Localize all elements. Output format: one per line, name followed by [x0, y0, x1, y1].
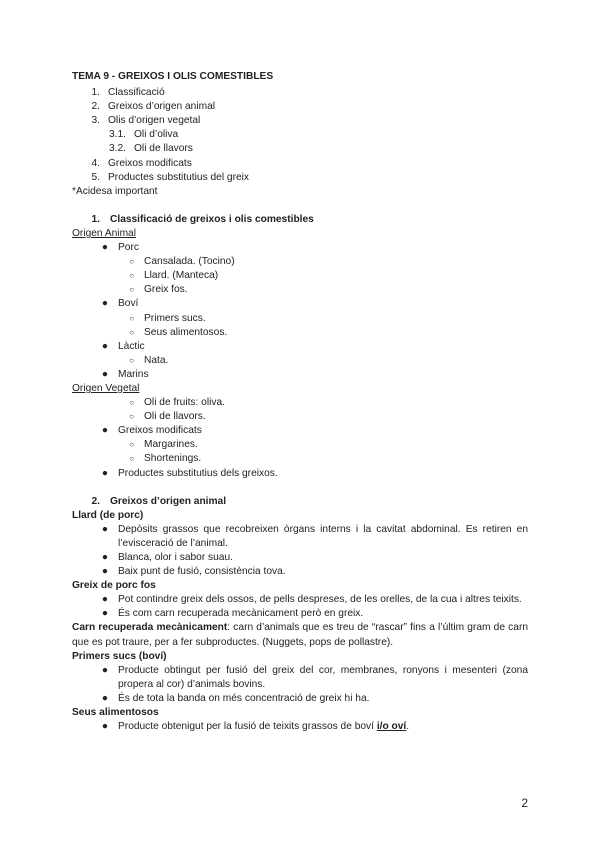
greix-list: [72, 593, 528, 621]
bullet-icon: ●: [101, 298, 108, 310]
bullet-icon: ●: [101, 664, 108, 676]
toc-item: [72, 171, 528, 185]
carn-definition: : carn d’animals que es treu de “rascar” fins a l’últim gram de carn que es pot traure, per a fer subproductes. (Nuggets, pops de pollastre).: [72, 622, 528, 648]
bullet-icon: ●: [101, 340, 108, 352]
sub-list-item: ○ Seus alimentosos.: [72, 326, 528, 340]
bullet-icon: ●: [101, 721, 108, 733]
toc-number: 5.: [91, 171, 100, 183]
bullet-icon: ●: [101, 368, 108, 380]
toc-number: 3.: [91, 115, 100, 127]
circle-bullet-icon: ○: [129, 412, 134, 422]
carn-term: Carn recuperada mecànicament: [72, 622, 228, 634]
toc-label: Oli de llavors: [134, 143, 193, 155]
bullet-icon: ●: [101, 566, 108, 578]
sub-list-item: ○ Primers sucs.: [72, 312, 528, 326]
toc-label: Greixos modificats: [108, 157, 192, 169]
toc-label: Oli d’oliva: [134, 129, 179, 141]
toc-label: Greixos d’origen animal: [108, 101, 216, 113]
table-of-contents: [72, 86, 528, 185]
list-item: ● Productes substitutius dels greixos.: [72, 467, 528, 481]
toc-label: Olis d’origen vegetal: [108, 115, 201, 127]
circle-bullet-icon: ○: [129, 355, 134, 365]
toc-subitem: [72, 128, 528, 142]
sub-list-item: ○ Oli de fruits: oliva.: [72, 396, 528, 410]
toc-item: [72, 100, 528, 114]
section-title: Greixos d’origen animal: [110, 495, 227, 507]
llard-heading: Llard (de porc): [72, 509, 144, 521]
bullet-icon: ●: [101, 425, 108, 437]
toc-label: Productes substitutius del greix: [108, 171, 249, 183]
sub-list-item: ○ Nata.: [72, 354, 528, 368]
origin-vegetal-heading: Origen Vegetal: [72, 382, 140, 394]
circle-bullet-icon: ○: [129, 285, 134, 295]
toc-item: [72, 114, 528, 128]
list-item: ● Marins: [72, 368, 528, 382]
bullet-icon: ●: [101, 523, 108, 535]
seus-list: [72, 720, 528, 734]
list-item: ● Greixos modificats: [72, 424, 528, 438]
seus-heading: Seus alimentosos: [72, 707, 159, 719]
list-item: ● Producte obtingut per fusió del greix del cor, membranes, ronyons i mesenteri (zona propera al cor) d’animals bovins.: [72, 664, 528, 692]
circle-bullet-icon: ○: [129, 313, 134, 323]
sub-list-item: ○ Oli de llavors.: [72, 410, 528, 424]
circle-bullet-icon: ○: [129, 398, 134, 408]
sub-list-item: ○ Margarines.: [72, 438, 528, 452]
list-item: ● Boví: [72, 297, 528, 311]
document-title: TEMA 9 - GREIXOS I OLIS COMESTIBLES: [72, 71, 274, 82]
sub-list-item: ○ Llard. (Manteca): [72, 269, 528, 283]
list-item: ● Porc: [72, 241, 528, 255]
primers-heading: Primers sucs (boví): [72, 650, 167, 662]
animal-list: [72, 241, 528, 382]
carn-paragraph: [72, 621, 528, 649]
bullet-icon: ●: [101, 552, 108, 563]
list-item: ● Làctic: [72, 340, 528, 354]
circle-bullet-icon: ○: [129, 257, 134, 267]
list-item: ● Depòsits grassos que recobreixen òrgans interns i la cavitat abdominal. Es retiren en l’evisceració de l’animal.: [72, 523, 528, 551]
toc-number: 1.: [91, 87, 100, 99]
circle-bullet-icon: ○: [129, 454, 134, 464]
section-number: 2.: [91, 495, 100, 507]
circle-bullet-icon: ○: [129, 440, 134, 450]
bullet-icon: ●: [101, 467, 108, 479]
list-item: ● Blanca, olor i sabor suau.: [72, 551, 528, 565]
list-item: ● Baix punt de fusió, consistència tova.: [72, 565, 528, 579]
list-item: ● Producte obtenigut per la fusió de teixits grassos de boví i/o oví.: [72, 720, 528, 734]
note-text: *Acidesa important: [72, 185, 158, 197]
section-title: Classificació de greixos i olis comestibles: [110, 213, 314, 225]
greix-heading: Greix de porc fos: [72, 580, 156, 592]
page-content: [72, 70, 528, 734]
toc-label: Classificació: [108, 87, 165, 99]
section-1-heading: [72, 213, 528, 227]
toc-item: [72, 157, 528, 171]
list-item: ● Pot contindre greix dels ossos, de pells despreses, de les orelles, de la cua i altres teixits.: [72, 593, 528, 607]
toc-number: 3.2.: [109, 143, 126, 155]
toc-subitem: [72, 142, 528, 156]
section-2-heading: [72, 495, 528, 509]
page-number: 2: [521, 796, 528, 810]
circle-bullet-icon: ○: [129, 271, 134, 281]
bullet-icon: ●: [101, 608, 108, 620]
list-item: ● És com carn recuperada mecànicament però en greix.: [72, 607, 528, 621]
sub-list-item: ○ Cansalada. (Tocino): [72, 255, 528, 269]
primers-list: [72, 664, 528, 706]
bullet-icon: ●: [101, 692, 108, 704]
toc-item: [72, 86, 528, 100]
sub-list-item: ○ Shortenings.: [72, 452, 528, 466]
vegetal-list: [72, 396, 528, 481]
toc-number: 4.: [91, 157, 100, 169]
bullet-icon: ●: [101, 594, 108, 606]
section-number: 1.: [91, 213, 100, 225]
bullet-icon: ●: [101, 242, 108, 254]
circle-bullet-icon: ○: [129, 327, 134, 337]
toc-number: 3.1.: [109, 129, 126, 141]
sub-list-item: ○ Greix fos.: [72, 283, 528, 297]
origin-animal-heading: Origen Animal: [72, 227, 136, 239]
list-item: ● És de tota la banda on més concentració de greix hi ha.: [72, 692, 528, 706]
llard-list: [72, 523, 528, 579]
toc-number: 2.: [91, 101, 100, 113]
